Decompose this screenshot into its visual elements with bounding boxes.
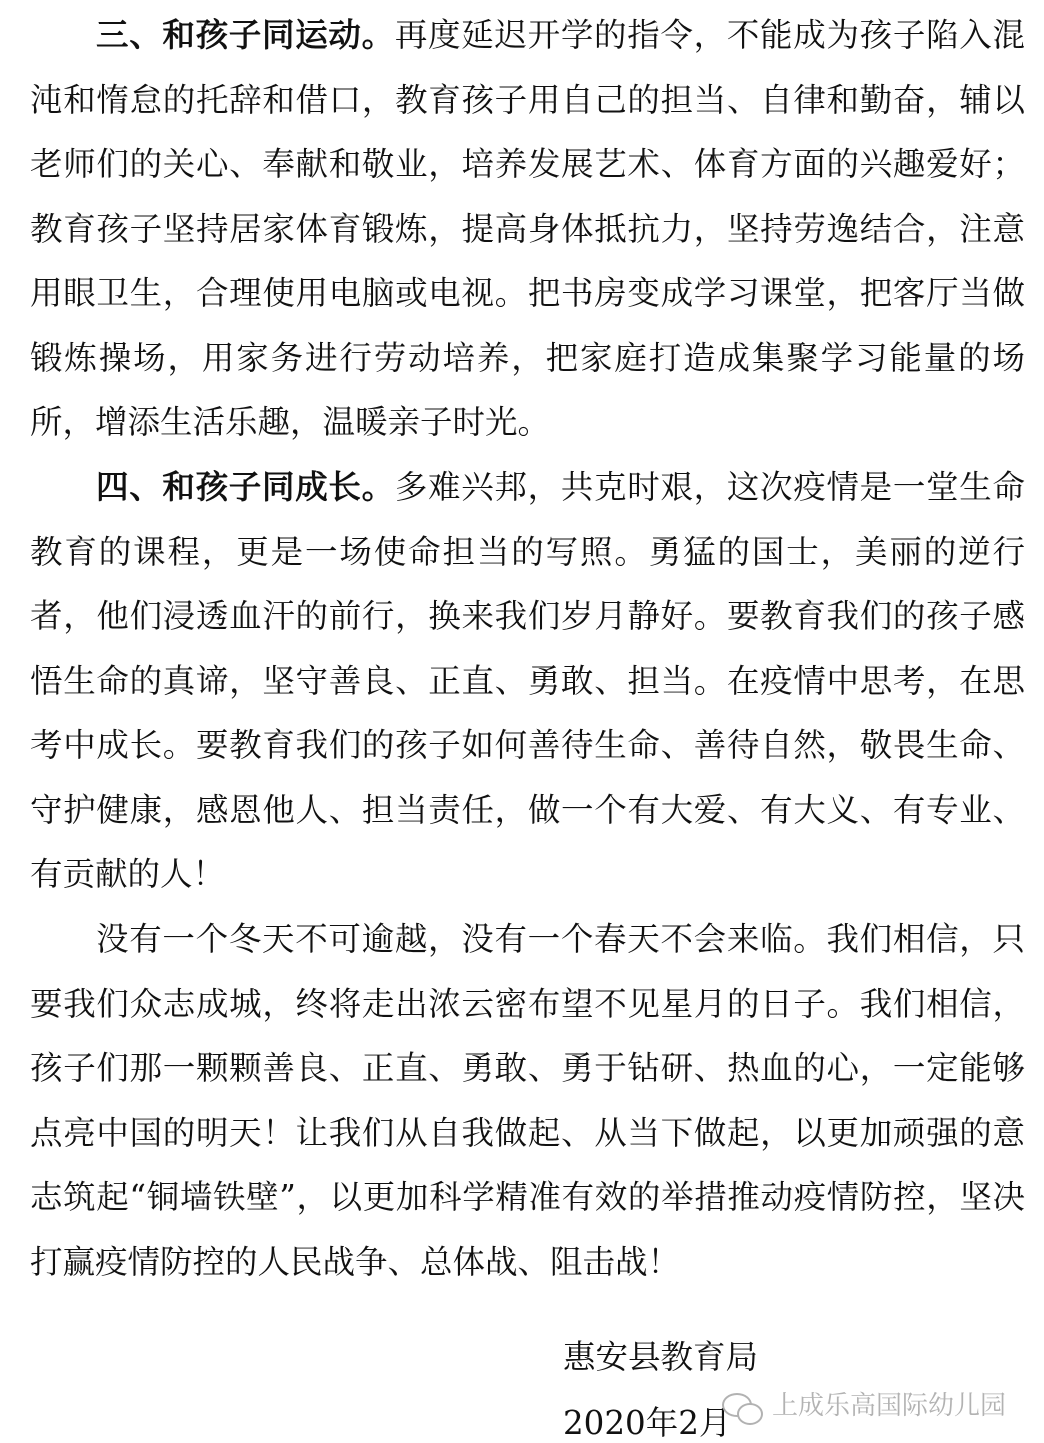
paragraph-growth	[30, 455, 1025, 907]
paragraph-heading: 四、和孩子同成长。	[96, 467, 395, 506]
watermark	[722, 1386, 1006, 1426]
paragraph-sport	[30, 3, 1025, 455]
paragraph-text: 多难兴邦，共克时艰，这次疫情是一堂生命教育的课程，更是一场使命担当的写照。勇猛的国士，美丽的逆行者，他们浸透血汗的前行，换来我们岁月静好。要教育我们的孩子感悟生命的真谛，坚守善良、正直、勇敢、担当。在疫情中思考，在思考中成长。要教育我们的孩子如何善待生命、善待自然，敬畏生命、守护健康，感恩他人、担当责任，做一个有大爱、有大义、有专业、有贡献的人！	[30, 468, 1025, 893]
paragraph-text: 没有一个冬天不可逾越，没有一个春天不会来临。我们相信，只要我们众志成城，终将走出浓云密布望不见星月的日子。我们相信，孩子们那一颗颗善良、正直、勇敢、勇于钻研、热血的心，一定能够点亮中国的明天！让我们从自我做起、从当下做起，以更加顽强的意志筑起“铜墙铁壁”，以更加科学精准有效的举措推动疫情防控，坚决打赢疫情防控的人民战争、总体战、阻击战！	[30, 920, 1025, 1281]
wechat-icon	[722, 1389, 764, 1423]
date-line: 2020年2月	[563, 1404, 732, 1442]
paragraph-heading: 三、和孩子同运动。	[96, 15, 395, 54]
watermark-text: 上成乐高国际幼儿园	[772, 1391, 1007, 1421]
paragraph-text: 再度延迟开学的指令，不能成为孩子陷入混沌和惰怠的托辞和借口，教育孩子用自己的担当、自律和勤奋，辅以老师们的关心、奉献和敬业，培养发展艺术、体育方面的兴趣爱好；教育孩子坚持居家体育锻炼，提高身体抵抗力，坚持劳逸结合，注意用眼卫生，合理使用电脑或电视。把书房变成学习课堂，把客厅当做锻炼操场，用家务进行劳动培养，把家庭打造成集聚学习能量的场所，增添生活乐趣，温暖亲子时光。	[30, 16, 1025, 441]
signature: 惠安县教育局	[563, 1338, 759, 1376]
paragraph-conclusion	[30, 907, 1025, 1294]
